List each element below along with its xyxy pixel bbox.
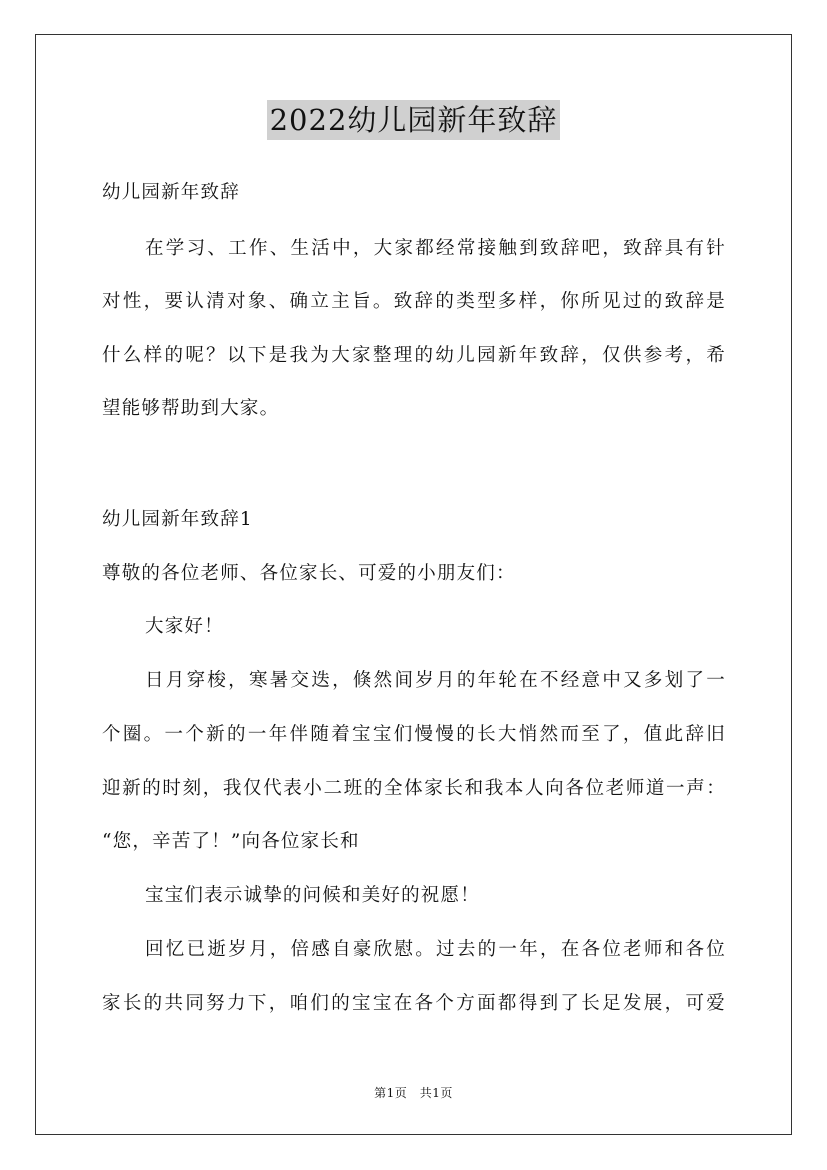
paragraph-line: 家长的共同努力下，咱们的宝宝在各个方面都得到了长足发展，可爱 [102,993,726,1014]
section-heading: 幼儿园新年致辞1 [102,509,253,530]
paragraph-line: “您，辛苦了！”向各位家长和 [102,831,360,852]
paragraph-line: 望能够帮助到大家。 [102,398,280,419]
page-number: 第1页 共1页 [374,1086,453,1100]
title-container [0,100,827,140]
paragraph-line: 迎新的时刻，我仅代表小二班的全体家长和我本人向各位老师道一声： [102,778,726,799]
salutation-line: 尊敬的各位老师、各位家长、可爱的小朋友们： [102,563,516,584]
paragraph-line: 宝宝们表示诚挚的问候和美好的祝愿！ [145,885,480,906]
paragraph-line: 日月穿梭，寒暑交迭，倏然间岁月的年轮在不经意中又多划了一 [145,670,726,691]
paragraph-line: 对性，要认清对象、确立主旨。致辞的类型多样，你所见过的致辞是 [102,291,726,312]
paragraph-line: 个圈。一个新的一年伴随着宝宝们慢慢的长大悄然而至了，值此辞旧 [102,724,726,745]
paragraph-line: 回忆已逝岁月，倍感自豪欣慰。过去的一年，在各位老师和各位 [145,939,726,960]
paragraph-line: 什么样的呢？以下是我为大家整理的幼儿园新年致辞，仅供参考，希 [102,345,726,366]
document-title: 2022幼儿园新年致辞 [267,100,561,140]
section-heading: 幼儿园新年致辞 [102,182,240,203]
greeting-line: 大家好！ [145,616,224,637]
paragraph-line: 在学习、工作、生活中，大家都经常接触到致辞吧，致辞具有针 [145,238,726,259]
